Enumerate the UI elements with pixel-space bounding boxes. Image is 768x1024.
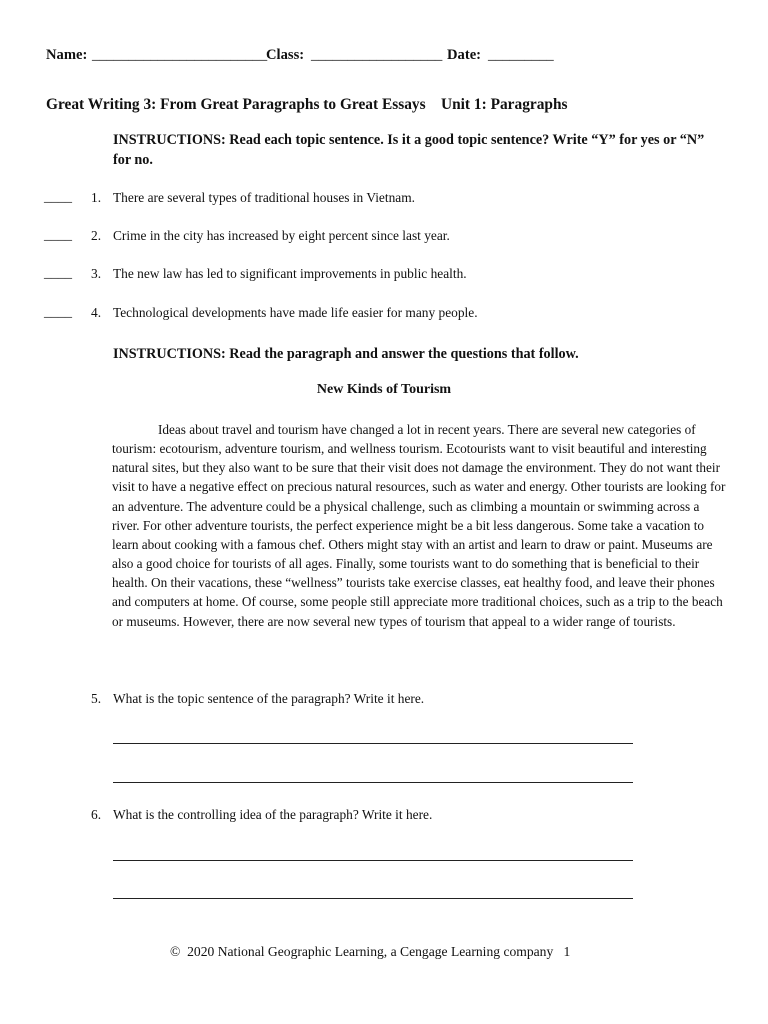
- answer-line-5b[interactable]: [113, 782, 633, 783]
- item-number-2: 2.: [91, 228, 102, 243]
- answer-blank-1[interactable]: ____: [44, 190, 72, 205]
- name-label: Name:: [46, 47, 88, 63]
- item-text-2: Crime in the city has increased by eight percent since last year.: [113, 228, 450, 243]
- question-number-5: 5.: [91, 691, 102, 706]
- answer-blank-2[interactable]: ____: [44, 228, 72, 243]
- question-number-6: 6.: [91, 807, 102, 822]
- answer-line-6b[interactable]: [113, 898, 633, 899]
- question-text-6: What is the controlling idea of the paragraph? Write it here.: [113, 807, 433, 822]
- item-number-4: 4.: [91, 305, 102, 320]
- class-blank[interactable]: __________________: [311, 47, 443, 63]
- answer-line-6a[interactable]: [113, 860, 633, 861]
- page-title: Great Writing 3: From Great Paragraphs to Great Essays Unit 1: Paragraphs: [46, 96, 568, 113]
- item-text-4: Technological developments have made life easier for many people.: [113, 305, 478, 320]
- item-text-3: The new law has led to significant improvements in public health.: [113, 266, 467, 281]
- passage-paragraph: Ideas about travel and tourism have changed a lot in recent years. There are several new categories of tourism: ecotourism, adventure tourism, and wellness tourism. Ecotourists want to visit beautiful and interesting natural sites, but they also want to be sure that their visit does not damage the environment. They do not want their visit to have a negative effect on precious natural resources, such as water and energy. Other tourists are looking for an adventure. The adventure could be a physical challenge, such as climbing a mountain or swimming across a river. For other adventure tourists, the perfect experience might be a bit less dangerous. Some take a vacation to learn about cooking with a famous chef. Others might stay with an artist and learn to draw or paint. Museums are also a good choice for tourists of all ages. Finally, some tourists want to do something that is beneficial to their health. On their vacations, these “wellness” tourists take exercise classes, eat healthy food, and leave their phones and computers at home. Of course, some people still appreciate more traditional choices, such as a trip to the beach or museums. However, there are now several new types of tourism that appeal to a wider range of tourists.: [112, 422, 726, 629]
- name-blank[interactable]: ________________________: [92, 47, 268, 63]
- item-text-1: There are several types of traditional houses in Vietnam.: [113, 190, 415, 205]
- copyright-footer: © 2020 National Geographic Learning, a Cengage Learning company 1: [170, 944, 571, 959]
- date-blank[interactable]: _________: [488, 47, 554, 63]
- answer-line-5a[interactable]: [113, 743, 633, 744]
- item-number-3: 3.: [91, 266, 102, 281]
- item-number-1: 1.: [91, 190, 102, 205]
- instructions-2: INSTRUCTIONS: Read the paragraph and answer the questions that follow.: [113, 346, 579, 362]
- answer-blank-4[interactable]: ____: [44, 305, 72, 320]
- answer-blank-3[interactable]: ____: [44, 266, 72, 281]
- passage-title: New Kinds of Tourism: [316, 382, 452, 397]
- class-label: Class:: [266, 47, 305, 63]
- date-label: Date:: [447, 47, 482, 63]
- question-text-5: What is the topic sentence of the paragraph? Write it here.: [113, 691, 425, 706]
- instructions-1: INSTRUCTIONS: Read each topic sentence. Is it a good topic sentence? Write “Y” for yes or “N” for no.: [113, 132, 705, 168]
